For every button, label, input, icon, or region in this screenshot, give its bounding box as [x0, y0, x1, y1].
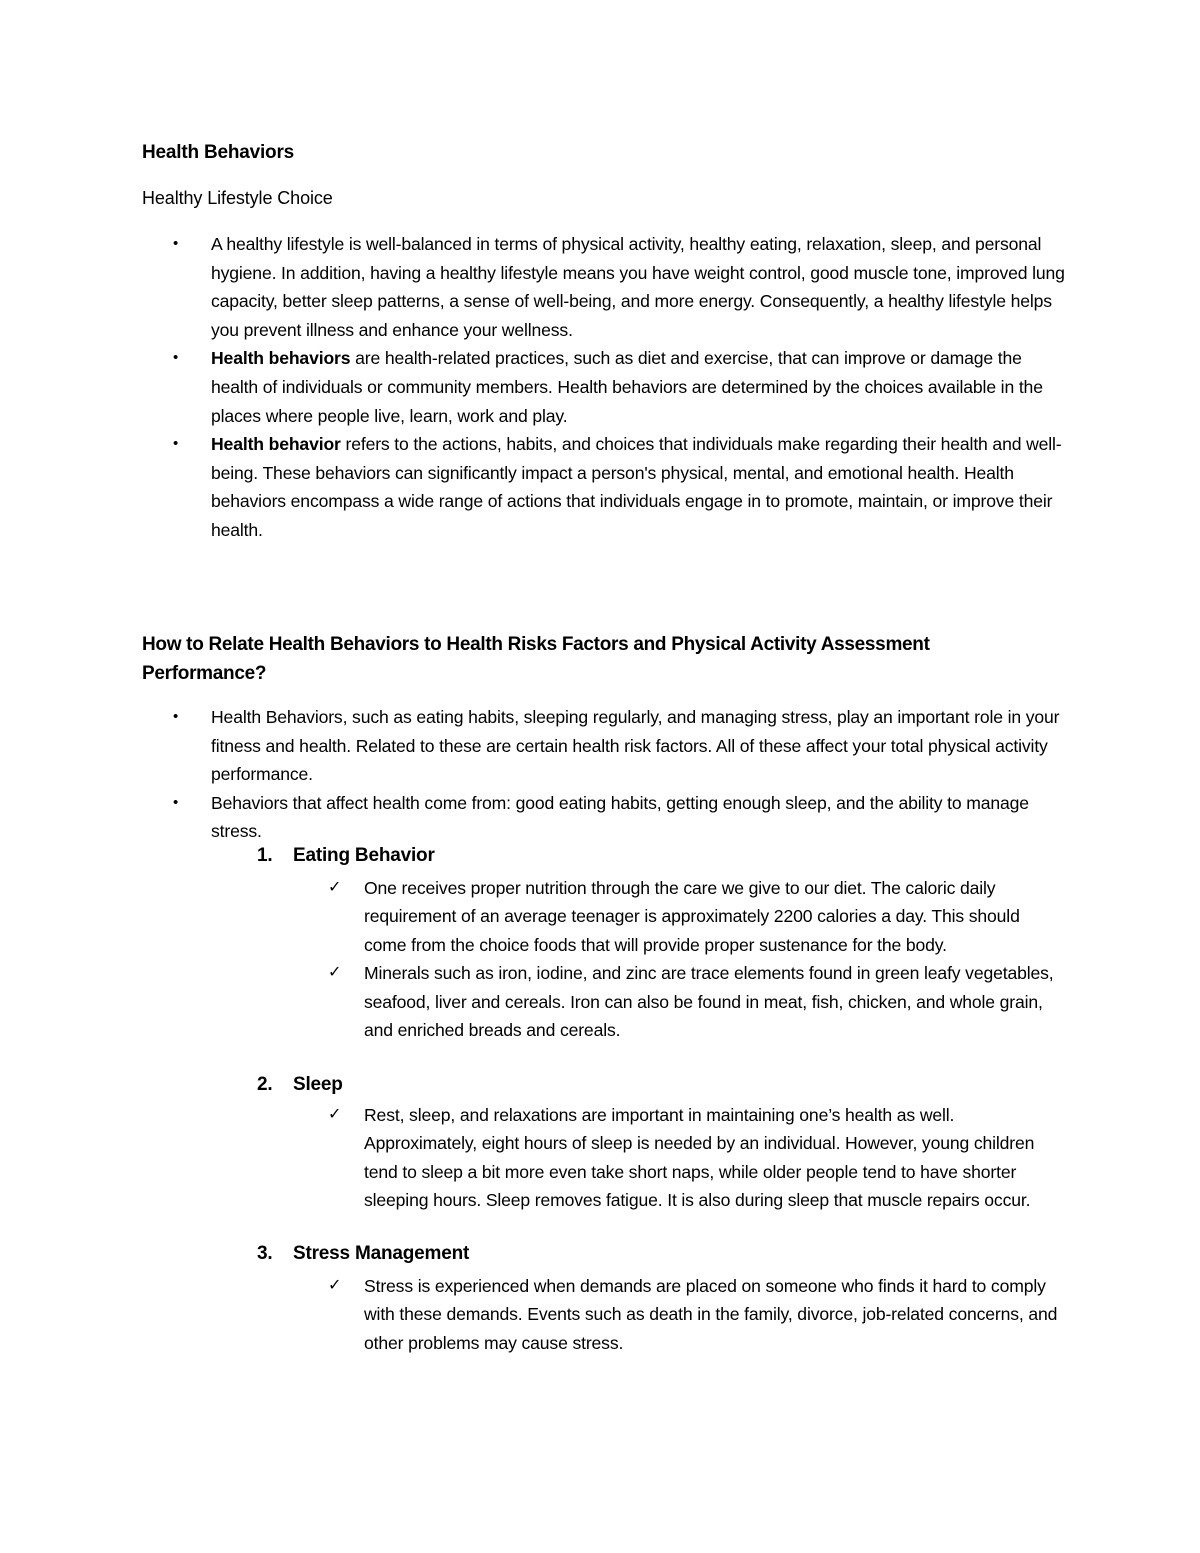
list-item [0, 959, 1200, 1044]
check-list-sleep [0, 1101, 1200, 1215]
check-text: Rest, sleep, and relaxations are important in maintaining one’s health as well. Approximately, eight hours of sleep is needed by an individual. However, young children tend to sleep a bit more even take short naps, while older people tend to have shorter sleeping hours. Sleep removes fatigue. It is also during sleep that muscle repairs occur. [364, 1105, 1035, 1211]
check-text: Minerals such as iron, iodine, and zinc are trace elements found in green leafy vegetables, seafood, liver and cereals. Iron can also be found in meat, fish, chicken, and whole grain, and enriched breads and cereals. [364, 963, 1054, 1041]
section-bullet-list [0, 703, 1200, 846]
item-label: Eating Behavior [293, 845, 435, 866]
list-item [0, 1101, 1200, 1215]
bullet-icon: • [173, 708, 179, 725]
item-number: 2. [257, 1074, 273, 1095]
section-heading: How to Relate Health Behaviors to Health Risks Factors and Physical Activity Assessment Performance? [142, 634, 930, 684]
bullet-icon: • [173, 793, 179, 811]
item-number: 1. [257, 845, 273, 866]
checkmark-icon: ✓ [328, 1277, 342, 1294]
list-item [0, 230, 1200, 344]
numbered-heading-eating-behavior [257, 845, 435, 867]
checkmark-icon: ✓ [328, 879, 342, 896]
bullet-icon: • [173, 349, 179, 367]
item-number: 3. [257, 1243, 273, 1264]
bullet-bold-term: Health behavior [211, 434, 341, 455]
check-list-stress [0, 1272, 1200, 1357]
item-label: Stress Management [293, 1243, 470, 1264]
check-list-eating [0, 874, 1200, 1044]
item-label: Sleep [293, 1074, 343, 1095]
bullet-text: Health Behaviors, such as eating habits, sleeping regularly, and managing stress, play an important role in your fitness and health. Related to these are certain health risk factors. All of these affect your total physical activity performance. [211, 707, 1060, 785]
intro-bullet-list [0, 230, 1200, 545]
numbered-heading-stress-management [257, 1243, 469, 1265]
checkmark-icon: ✓ [328, 1106, 342, 1123]
check-text: Stress is experienced when demands are placed on someone who finds it hard to comply with these demands. Events such as death in the family, divorce, job-related concerns, and other problems may cause stress. [364, 1276, 1058, 1353]
list-item [0, 874, 1200, 959]
bullet-text: Behaviors that affect health come from: good eating habits, getting enough sleep, and the ability to manage stress. [211, 792, 1029, 842]
list-item [0, 430, 1200, 544]
bullet-icon: • [173, 435, 179, 453]
bullet-text: A healthy lifestyle is well-balanced in terms of physical activity, healthy eating, relaxation, sleep, and personal hygiene. In addition, having a healthy lifestyle means you have weight control, good muscle tone, improved lung capacity, better sleep patterns, a sense of well-being, and more energy. Consequently, a healthy lifestyle helps you prevent illness and enhance your wellness. [211, 234, 1065, 340]
bullet-bold-term: Health behaviors [211, 348, 351, 369]
list-item [0, 789, 1200, 846]
bullet-text: refers to the actions, habits, and choices that individuals make regarding their health and well-being. These behaviors can significantly impact a person's physical, mental, and emotional health. Health behaviors encompass a wide range of actions that individuals engage in to promote, maintain, or improve their health. [211, 434, 1062, 540]
list-item [0, 1272, 1200, 1357]
list-item [0, 703, 1200, 789]
page-title: Health Behaviors [142, 142, 295, 163]
check-text: One receives proper nutrition through the care we give to our diet. The caloric daily requirement of an average teenager is approximately 2200 calories a day. This should come from the choice foods that will provide proper sustenance for the body. [364, 878, 1020, 955]
checkmark-icon: ✓ [328, 964, 342, 982]
bullet-text: are health-related practices, such as diet and exercise, that can improve or damage the health of individuals or community members. Health behaviors are determined by the choices available in the places where people live, learn, work and play. [211, 348, 1043, 426]
list-item [0, 344, 1200, 430]
page-subtitle: Healthy Lifestyle Choice [142, 188, 333, 208]
bullet-icon: • [173, 235, 179, 252]
numbered-heading-sleep [257, 1074, 343, 1096]
